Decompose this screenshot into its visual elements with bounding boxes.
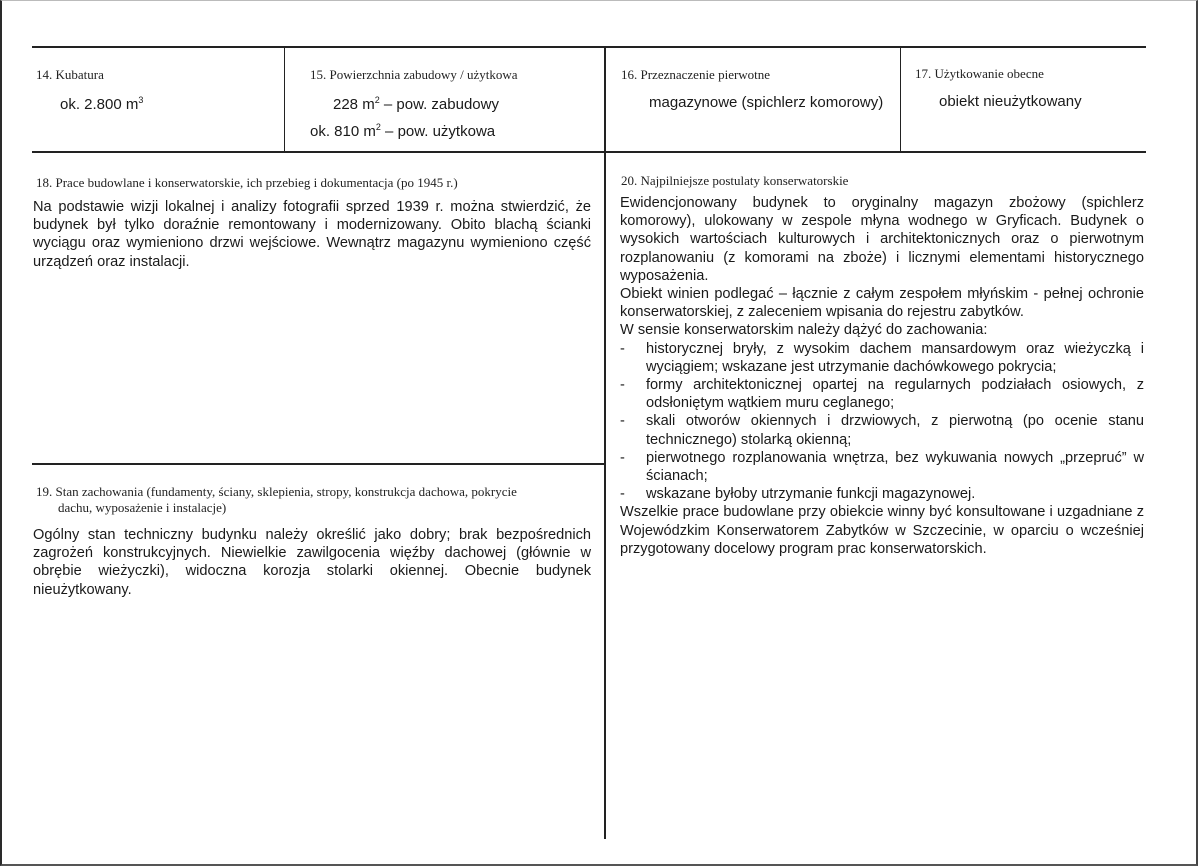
uzytkowanie-value: obiekt nieużytkowany [939, 93, 1082, 110]
kubatura-label: 14. Kubatura [36, 67, 104, 82]
przeznaczenie-value: magazynowe (spichlerz komorowy) [649, 94, 884, 111]
postulaty-list [620, 340, 1144, 504]
column-divider-3 [900, 47, 901, 152]
prace-budowlane-label: 18. Prace budowlane i konserwatorskie, ich przebieg i dokumentacja (po 1945 r.) [36, 175, 458, 190]
postulaty-paragraph-4: Wszelkie prace budowlane przy obiekcie winny być konsultowane i uzgadniane z Wojewódzkim Konserwatorem Zabytków w Szczecinie, w oparciu o wcześniej przygotowany docelowy program prac konserwatorskich. [620, 504, 1144, 557]
list-item: - historycznej bryły, z wysokim dachem mansardowym oraz wieżyczką i wyciągiem; wskazane jest utrzymanie dachówkowego pokrycia; [620, 340, 1144, 375]
postulaty-paragraph-1: Ewidencjonowany budynek to oryginalny magazyn zbożowy (spichlerz komorowy), ulokowany w zespole młyna wodnego w Gryficach. Budynek o wysokich wartościach kulturowych i architektonicznych oraz o pierwotnym rozplanowaniu (z komorami na zboże) i licznymi elementami historycznego wyposażenia. [620, 195, 1144, 284]
prace-budowlane-text: Na podstawie wizji lokalnej i analizy fotografii sprzed 1939 r. można stwierdzić, że budynek był tylko doraźnie remontowany i modernizowany. Obito blachą ścianki wyciągu oraz wymieniono drzwi wejściowe. Wewnątrz magazynu wymieniono część urządzeń oraz instalacji. [33, 199, 591, 270]
list-item: - formy architektonicznej opartej na regularnych podziałach osiowych, z odsłoniętym wątkiem muru ceglanego; [620, 377, 1144, 412]
stan-zachowania-text: Ogólny stan techniczny budynku należy określić jako dobry; brak bezpośrednich zagrożeń konstrukcyjnych. Niewielkie zawilgocenia więźby dachowej (głównie w obrębie wieżyczki), widoczna korozja stolarki okiennej. Obecnie budynek nieużytkowany. [33, 527, 591, 598]
left-column-divider [32, 463, 604, 465]
stan-zachowania-label-line1: 19. Stan zachowania (fundamenty, ściany, sklepienia, stropy, konstrukcja dachowa, pokrycie [36, 484, 517, 499]
kubatura-value: ok. 2.800 $m^3$ [60, 95, 144, 113]
postulaty-text [620, 194, 1144, 558]
list-item: - skali otworów okiennych i drzwiowych, z pierwotną (po ocenie stanu technicznego) stolarką okienną; [620, 413, 1144, 448]
uzytkowanie-label: 17. Użytkowanie obecne [915, 66, 1044, 81]
powierzchnia-label: 15. Powierzchnia zabudowy / użytkowa [310, 67, 518, 82]
row-divider [32, 151, 1146, 153]
column-divider-1 [284, 47, 285, 152]
stan-zachowania-label-line2: dachu, wyposażenie i instalacje) [58, 500, 227, 515]
list-item: - wskazane byłoby utrzymanie funkcji magazynowej. [620, 486, 976, 503]
przeznaczenie-label: 16. Przeznaczenie pierwotne [621, 67, 771, 82]
stan-zachowania-label [36, 484, 598, 516]
postulaty-paragraph-3: W sensie konserwatorskim należy dążyć do zachowania: [620, 322, 988, 339]
postulaty-paragraph-2: Obiekt winien podlegać – łącznie z całym zespołem młyńskim - pełnej ochronie konserwatorskiej, z zaleceniem wpisania do rejestru zabytków. [620, 286, 1144, 321]
top-rule [32, 46, 1146, 48]
powierzchnia-zabudowy-value: 228 $m^2$ – pow. zabudowy [333, 95, 499, 113]
postulaty-label: 20. Najpilniejsze postulaty konserwatorskie [621, 173, 849, 188]
list-item: - pierwotnego rozplanowania wnętrza, bez wykuwania nowych „przepruć” w ścianach; [620, 449, 1144, 485]
powierzchnia-uzytkowa-value: ok. 810 $m^2$ – pow. użytkowa [310, 122, 496, 140]
column-divider-main [604, 47, 606, 839]
